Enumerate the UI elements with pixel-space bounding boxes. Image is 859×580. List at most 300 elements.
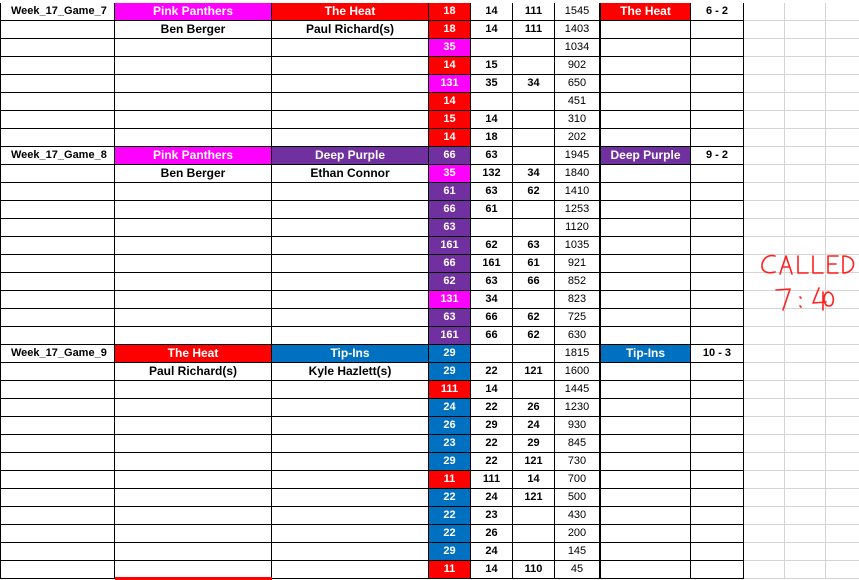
- cell-empty[interactable]: [744, 3, 785, 21]
- cell-points[interactable]: 1545: [555, 3, 600, 21]
- cell-team-a[interactable]: [115, 453, 272, 471]
- cell-score-f[interactable]: 34: [513, 165, 555, 183]
- cell-record[interactable]: [691, 399, 744, 417]
- cell-score-d[interactable]: 22: [429, 525, 471, 543]
- cell-team-a[interactable]: Ben Berger: [115, 165, 272, 183]
- cell-empty[interactable]: [826, 525, 859, 543]
- cell-empty[interactable]: [826, 21, 859, 39]
- cell-score-e[interactable]: 61: [471, 201, 513, 219]
- cell-record[interactable]: [691, 111, 744, 129]
- cell-record[interactable]: 10 - 3: [691, 345, 744, 363]
- cell-empty[interactable]: [826, 183, 859, 201]
- cell-team-b[interactable]: Ethan Connor: [272, 165, 429, 183]
- cell-team-a[interactable]: [115, 93, 272, 111]
- cell-score-f[interactable]: [513, 507, 555, 525]
- cell-score-d[interactable]: 35: [429, 39, 471, 57]
- cell-winner[interactable]: [600, 129, 691, 147]
- cell-game-id[interactable]: [0, 219, 115, 237]
- cell-game-id[interactable]: [0, 129, 115, 147]
- cell-score-f[interactable]: 62: [513, 309, 555, 327]
- cell-score-d[interactable]: 66: [429, 147, 471, 165]
- cell-score-f[interactable]: [513, 201, 555, 219]
- cell-winner[interactable]: [600, 471, 691, 489]
- cell-empty[interactable]: [785, 201, 826, 219]
- cell-game-id[interactable]: [0, 201, 115, 219]
- cell-empty[interactable]: [826, 561, 859, 579]
- cell-empty[interactable]: [744, 255, 785, 273]
- cell-score-d[interactable]: 22: [429, 507, 471, 525]
- cell-empty[interactable]: [744, 219, 785, 237]
- cell-game-id[interactable]: [0, 183, 115, 201]
- cell-game-id[interactable]: [0, 255, 115, 273]
- cell-score-f[interactable]: [513, 219, 555, 237]
- cell-game-id[interactable]: [0, 525, 115, 543]
- cell-empty[interactable]: [744, 471, 785, 489]
- cell-empty[interactable]: [744, 273, 785, 291]
- cell-score-d[interactable]: 14: [429, 93, 471, 111]
- cell-empty[interactable]: [826, 201, 859, 219]
- cell-game-id[interactable]: Week_17_Game_7: [0, 3, 115, 21]
- cell-score-f[interactable]: [513, 39, 555, 57]
- cell-points[interactable]: 1034: [555, 39, 600, 57]
- cell-game-id[interactable]: [0, 39, 115, 57]
- cell-winner[interactable]: [600, 21, 691, 39]
- cell-team-b[interactable]: [272, 453, 429, 471]
- cell-record[interactable]: [691, 93, 744, 111]
- cell-game-id[interactable]: [0, 273, 115, 291]
- cell-team-b[interactable]: [272, 93, 429, 111]
- cell-team-b[interactable]: [272, 57, 429, 75]
- cell-score-f[interactable]: [513, 129, 555, 147]
- cell-empty[interactable]: [785, 75, 826, 93]
- cell-team-b[interactable]: [272, 237, 429, 255]
- cell-game-id[interactable]: Week_17_Game_8: [0, 147, 115, 165]
- cell-team-a[interactable]: [115, 75, 272, 93]
- cell-empty[interactable]: [826, 111, 859, 129]
- cell-empty[interactable]: [785, 165, 826, 183]
- cell-record[interactable]: [691, 363, 744, 381]
- cell-empty[interactable]: [785, 543, 826, 561]
- cell-empty[interactable]: [744, 309, 785, 327]
- cell-team-b[interactable]: [272, 543, 429, 561]
- cell-empty[interactable]: [785, 489, 826, 507]
- cell-winner[interactable]: [600, 39, 691, 57]
- cell-empty[interactable]: [744, 129, 785, 147]
- cell-score-e[interactable]: 111: [471, 471, 513, 489]
- cell-empty[interactable]: [826, 507, 859, 525]
- cell-winner[interactable]: [600, 435, 691, 453]
- cell-empty[interactable]: [744, 453, 785, 471]
- cell-empty[interactable]: [744, 147, 785, 165]
- cell-score-d[interactable]: 161: [429, 327, 471, 345]
- cell-points[interactable]: 630: [555, 327, 600, 345]
- cell-empty[interactable]: [826, 237, 859, 255]
- cell-team-a[interactable]: [115, 255, 272, 273]
- cell-score-e[interactable]: 29: [471, 417, 513, 435]
- cell-empty[interactable]: [744, 525, 785, 543]
- cell-winner[interactable]: [600, 111, 691, 129]
- cell-record[interactable]: [691, 309, 744, 327]
- cell-game-id[interactable]: [0, 381, 115, 399]
- cell-team-b[interactable]: [272, 507, 429, 525]
- cell-empty[interactable]: [744, 111, 785, 129]
- cell-record[interactable]: [691, 39, 744, 57]
- cell-record[interactable]: [691, 21, 744, 39]
- cell-points[interactable]: 852: [555, 273, 600, 291]
- cell-empty[interactable]: [826, 345, 859, 363]
- cell-score-f[interactable]: 26: [513, 399, 555, 417]
- cell-team-a[interactable]: [115, 507, 272, 525]
- cell-score-e[interactable]: 23: [471, 507, 513, 525]
- cell-empty[interactable]: [785, 525, 826, 543]
- cell-record[interactable]: [691, 543, 744, 561]
- cell-score-d[interactable]: 22: [429, 489, 471, 507]
- cell-score-d[interactable]: 11: [429, 561, 471, 579]
- cell-score-f[interactable]: 29: [513, 435, 555, 453]
- cell-empty[interactable]: [744, 39, 785, 57]
- cell-empty[interactable]: [826, 291, 859, 309]
- cell-record[interactable]: [691, 507, 744, 525]
- cell-empty[interactable]: [785, 39, 826, 57]
- cell-empty[interactable]: [826, 75, 859, 93]
- cell-score-e[interactable]: 63: [471, 273, 513, 291]
- cell-score-e[interactable]: 14: [471, 561, 513, 579]
- cell-score-e[interactable]: 22: [471, 453, 513, 471]
- cell-empty[interactable]: [785, 381, 826, 399]
- cell-score-d[interactable]: 29: [429, 363, 471, 381]
- cell-winner[interactable]: [600, 507, 691, 525]
- cell-points[interactable]: 45: [555, 561, 600, 579]
- cell-record[interactable]: [691, 129, 744, 147]
- cell-team-b[interactable]: [272, 327, 429, 345]
- cell-team-a[interactable]: Ben Berger: [115, 21, 272, 39]
- cell-score-f[interactable]: [513, 345, 555, 363]
- cell-game-id[interactable]: [0, 237, 115, 255]
- cell-team-b[interactable]: Paul Richard(s): [272, 21, 429, 39]
- cell-winner[interactable]: Deep Purple: [600, 147, 691, 165]
- cell-score-f[interactable]: 62: [513, 183, 555, 201]
- cell-points[interactable]: 1120: [555, 219, 600, 237]
- cell-score-e[interactable]: 14: [471, 111, 513, 129]
- cell-empty[interactable]: [785, 219, 826, 237]
- cell-team-a[interactable]: [115, 471, 272, 489]
- cell-empty[interactable]: [785, 57, 826, 75]
- cell-score-f[interactable]: 121: [513, 489, 555, 507]
- cell-empty[interactable]: [744, 543, 785, 561]
- cell-score-e[interactable]: 62: [471, 237, 513, 255]
- cell-winner[interactable]: [600, 183, 691, 201]
- cell-empty[interactable]: [826, 129, 859, 147]
- cell-points[interactable]: 1945: [555, 147, 600, 165]
- cell-record[interactable]: [691, 201, 744, 219]
- cell-score-d[interactable]: 62: [429, 273, 471, 291]
- cell-score-d[interactable]: 61: [429, 183, 471, 201]
- cell-team-b[interactable]: [272, 75, 429, 93]
- cell-points[interactable]: 921: [555, 255, 600, 273]
- cell-score-f[interactable]: 61: [513, 255, 555, 273]
- cell-empty[interactable]: [826, 3, 859, 21]
- cell-empty[interactable]: [785, 471, 826, 489]
- cell-score-f[interactable]: 121: [513, 453, 555, 471]
- cell-score-d[interactable]: 29: [429, 453, 471, 471]
- cell-score-f[interactable]: 34: [513, 75, 555, 93]
- cell-empty[interactable]: [785, 21, 826, 39]
- cell-team-a[interactable]: [115, 111, 272, 129]
- cell-team-a[interactable]: Pink Panthers: [115, 147, 272, 165]
- cell-record[interactable]: 6 - 2: [691, 3, 744, 21]
- cell-empty[interactable]: [744, 291, 785, 309]
- cell-team-a[interactable]: [115, 327, 272, 345]
- cell-winner[interactable]: [600, 489, 691, 507]
- cell-team-b[interactable]: The Heat: [272, 3, 429, 21]
- cell-empty[interactable]: [785, 507, 826, 525]
- cell-empty[interactable]: [826, 327, 859, 345]
- cell-winner[interactable]: Tip-Ins: [600, 345, 691, 363]
- cell-team-a[interactable]: [115, 39, 272, 57]
- cell-record[interactable]: [691, 327, 744, 345]
- cell-winner[interactable]: [600, 291, 691, 309]
- cell-empty[interactable]: [826, 471, 859, 489]
- cell-score-e[interactable]: 14: [471, 381, 513, 399]
- cell-empty[interactable]: [744, 489, 785, 507]
- cell-team-b[interactable]: [272, 183, 429, 201]
- cell-score-e[interactable]: [471, 345, 513, 363]
- cell-empty[interactable]: [785, 453, 826, 471]
- cell-empty[interactable]: [826, 165, 859, 183]
- cell-empty[interactable]: [785, 183, 826, 201]
- cell-empty[interactable]: [785, 363, 826, 381]
- cell-team-b[interactable]: [272, 219, 429, 237]
- cell-empty[interactable]: [785, 273, 826, 291]
- cell-team-a[interactable]: [115, 489, 272, 507]
- cell-points[interactable]: 1410: [555, 183, 600, 201]
- cell-game-id[interactable]: [0, 165, 115, 183]
- cell-empty[interactable]: [785, 93, 826, 111]
- cell-empty[interactable]: [744, 75, 785, 93]
- cell-team-b[interactable]: [272, 417, 429, 435]
- cell-points[interactable]: 202: [555, 129, 600, 147]
- cell-winner[interactable]: [600, 399, 691, 417]
- cell-empty[interactable]: [826, 435, 859, 453]
- cell-record[interactable]: [691, 165, 744, 183]
- cell-team-a[interactable]: Paul Richard(s): [115, 363, 272, 381]
- cell-score-e[interactable]: 15: [471, 57, 513, 75]
- cell-empty[interactable]: [826, 273, 859, 291]
- cell-winner[interactable]: [600, 453, 691, 471]
- cell-score-f[interactable]: 111: [513, 21, 555, 39]
- cell-team-a[interactable]: Pink Panthers: [115, 3, 272, 21]
- cell-points[interactable]: 310: [555, 111, 600, 129]
- cell-score-d[interactable]: 14: [429, 57, 471, 75]
- cell-game-id[interactable]: [0, 111, 115, 129]
- cell-game-id[interactable]: [0, 75, 115, 93]
- cell-empty[interactable]: [826, 147, 859, 165]
- cell-score-e[interactable]: 34: [471, 291, 513, 309]
- cell-record[interactable]: [691, 255, 744, 273]
- cell-game-id[interactable]: [0, 327, 115, 345]
- cell-empty[interactable]: [744, 507, 785, 525]
- cell-score-f[interactable]: [513, 57, 555, 75]
- cell-score-e[interactable]: 35: [471, 75, 513, 93]
- cell-team-a[interactable]: [115, 237, 272, 255]
- cell-score-d[interactable]: 29: [429, 543, 471, 561]
- cell-points[interactable]: 650: [555, 75, 600, 93]
- cell-score-d[interactable]: 26: [429, 417, 471, 435]
- cell-score-d[interactable]: 18: [429, 21, 471, 39]
- cell-score-d[interactable]: 66: [429, 255, 471, 273]
- cell-empty[interactable]: [744, 93, 785, 111]
- cell-team-b[interactable]: [272, 309, 429, 327]
- cell-team-a[interactable]: [115, 381, 272, 399]
- cell-score-e[interactable]: 14: [471, 21, 513, 39]
- cell-empty[interactable]: [744, 399, 785, 417]
- cell-record[interactable]: [691, 291, 744, 309]
- cell-record[interactable]: [691, 525, 744, 543]
- cell-game-id[interactable]: [0, 291, 115, 309]
- cell-score-d[interactable]: 63: [429, 309, 471, 327]
- cell-team-a[interactable]: [115, 435, 272, 453]
- cell-score-d[interactable]: 66: [429, 201, 471, 219]
- cell-winner[interactable]: [600, 237, 691, 255]
- cell-team-a[interactable]: [115, 417, 272, 435]
- cell-winner[interactable]: [600, 273, 691, 291]
- cell-score-d[interactable]: 29: [429, 345, 471, 363]
- cell-empty[interactable]: [826, 255, 859, 273]
- cell-empty[interactable]: [785, 399, 826, 417]
- cell-winner[interactable]: [600, 327, 691, 345]
- cell-empty[interactable]: [744, 345, 785, 363]
- cell-empty[interactable]: [826, 57, 859, 75]
- cell-game-id[interactable]: Week_17_Game_9: [0, 345, 115, 363]
- cell-winner[interactable]: [600, 525, 691, 543]
- cell-empty[interactable]: [744, 435, 785, 453]
- cell-score-d[interactable]: 24: [429, 399, 471, 417]
- cell-team-b[interactable]: [272, 39, 429, 57]
- cell-empty[interactable]: [826, 489, 859, 507]
- cell-empty[interactable]: [744, 57, 785, 75]
- cell-record[interactable]: [691, 471, 744, 489]
- cell-team-a[interactable]: [115, 291, 272, 309]
- cell-points[interactable]: 1840: [555, 165, 600, 183]
- cell-score-d[interactable]: 63: [429, 219, 471, 237]
- cell-points[interactable]: 725: [555, 309, 600, 327]
- cell-team-a[interactable]: [115, 525, 272, 543]
- cell-winner[interactable]: [600, 201, 691, 219]
- cell-empty[interactable]: [826, 93, 859, 111]
- cell-points[interactable]: 1035: [555, 237, 600, 255]
- cell-record[interactable]: [691, 75, 744, 93]
- cell-team-b[interactable]: [272, 201, 429, 219]
- cell-score-e[interactable]: 24: [471, 489, 513, 507]
- cell-score-e[interactable]: 161: [471, 255, 513, 273]
- cell-empty[interactable]: [744, 363, 785, 381]
- cell-team-b[interactable]: [272, 129, 429, 147]
- cell-record[interactable]: [691, 219, 744, 237]
- cell-winner[interactable]: [600, 219, 691, 237]
- cell-empty[interactable]: [785, 291, 826, 309]
- cell-points[interactable]: 1600: [555, 363, 600, 381]
- cell-score-d[interactable]: 14: [429, 129, 471, 147]
- cell-team-a[interactable]: [115, 57, 272, 75]
- cell-empty[interactable]: [785, 237, 826, 255]
- cell-empty[interactable]: [826, 453, 859, 471]
- cell-score-d[interactable]: 18: [429, 3, 471, 21]
- cell-game-id[interactable]: [0, 309, 115, 327]
- cell-points[interactable]: 430: [555, 507, 600, 525]
- cell-score-e[interactable]: [471, 219, 513, 237]
- cell-points[interactable]: 451: [555, 93, 600, 111]
- cell-points[interactable]: 200: [555, 525, 600, 543]
- cell-empty[interactable]: [744, 201, 785, 219]
- cell-score-f[interactable]: [513, 147, 555, 165]
- cell-empty[interactable]: [785, 111, 826, 129]
- cell-score-f[interactable]: [513, 93, 555, 111]
- cell-team-b[interactable]: [272, 435, 429, 453]
- cell-team-a[interactable]: [115, 543, 272, 561]
- cell-team-b[interactable]: [272, 255, 429, 273]
- cell-score-d[interactable]: 11: [429, 471, 471, 489]
- cell-score-d[interactable]: 131: [429, 75, 471, 93]
- cell-empty[interactable]: [826, 309, 859, 327]
- cell-game-id[interactable]: [0, 507, 115, 525]
- cell-game-id[interactable]: [0, 399, 115, 417]
- cell-points[interactable]: 1815: [555, 345, 600, 363]
- cell-game-id[interactable]: [0, 561, 115, 579]
- cell-record[interactable]: [691, 417, 744, 435]
- cell-record[interactable]: [691, 381, 744, 399]
- cell-points[interactable]: 1230: [555, 399, 600, 417]
- cell-score-e[interactable]: 66: [471, 309, 513, 327]
- cell-points[interactable]: 730: [555, 453, 600, 471]
- cell-empty[interactable]: [785, 309, 826, 327]
- cell-score-f[interactable]: 62: [513, 327, 555, 345]
- cell-score-f[interactable]: [513, 291, 555, 309]
- cell-winner[interactable]: [600, 57, 691, 75]
- cell-score-f[interactable]: [513, 543, 555, 561]
- cell-game-id[interactable]: [0, 57, 115, 75]
- cell-team-a[interactable]: [115, 273, 272, 291]
- cell-game-id[interactable]: [0, 93, 115, 111]
- cell-winner[interactable]: The Heat: [600, 3, 691, 21]
- cell-game-id[interactable]: [0, 363, 115, 381]
- cell-score-e[interactable]: 63: [471, 147, 513, 165]
- cell-team-b[interactable]: [272, 489, 429, 507]
- cell-empty[interactable]: [826, 417, 859, 435]
- cell-winner[interactable]: [600, 255, 691, 273]
- cell-empty[interactable]: [785, 345, 826, 363]
- cell-empty[interactable]: [785, 255, 826, 273]
- cell-points[interactable]: 1445: [555, 381, 600, 399]
- cell-score-d[interactable]: 161: [429, 237, 471, 255]
- cell-record[interactable]: [691, 453, 744, 471]
- cell-winner[interactable]: [600, 363, 691, 381]
- cell-team-b[interactable]: Kyle Hazlett(s): [272, 363, 429, 381]
- cell-empty[interactable]: [826, 543, 859, 561]
- cell-points[interactable]: 1253: [555, 201, 600, 219]
- cell-team-b[interactable]: [272, 525, 429, 543]
- cell-empty[interactable]: [744, 237, 785, 255]
- cell-team-b[interactable]: [272, 381, 429, 399]
- cell-score-e[interactable]: 22: [471, 399, 513, 417]
- cell-team-a[interactable]: [115, 129, 272, 147]
- cell-score-d[interactable]: 35: [429, 165, 471, 183]
- cell-score-f[interactable]: 121: [513, 363, 555, 381]
- cell-game-id[interactable]: [0, 471, 115, 489]
- cell-empty[interactable]: [785, 561, 826, 579]
- cell-winner[interactable]: [600, 417, 691, 435]
- cell-score-f[interactable]: 24: [513, 417, 555, 435]
- cell-points[interactable]: 145: [555, 543, 600, 561]
